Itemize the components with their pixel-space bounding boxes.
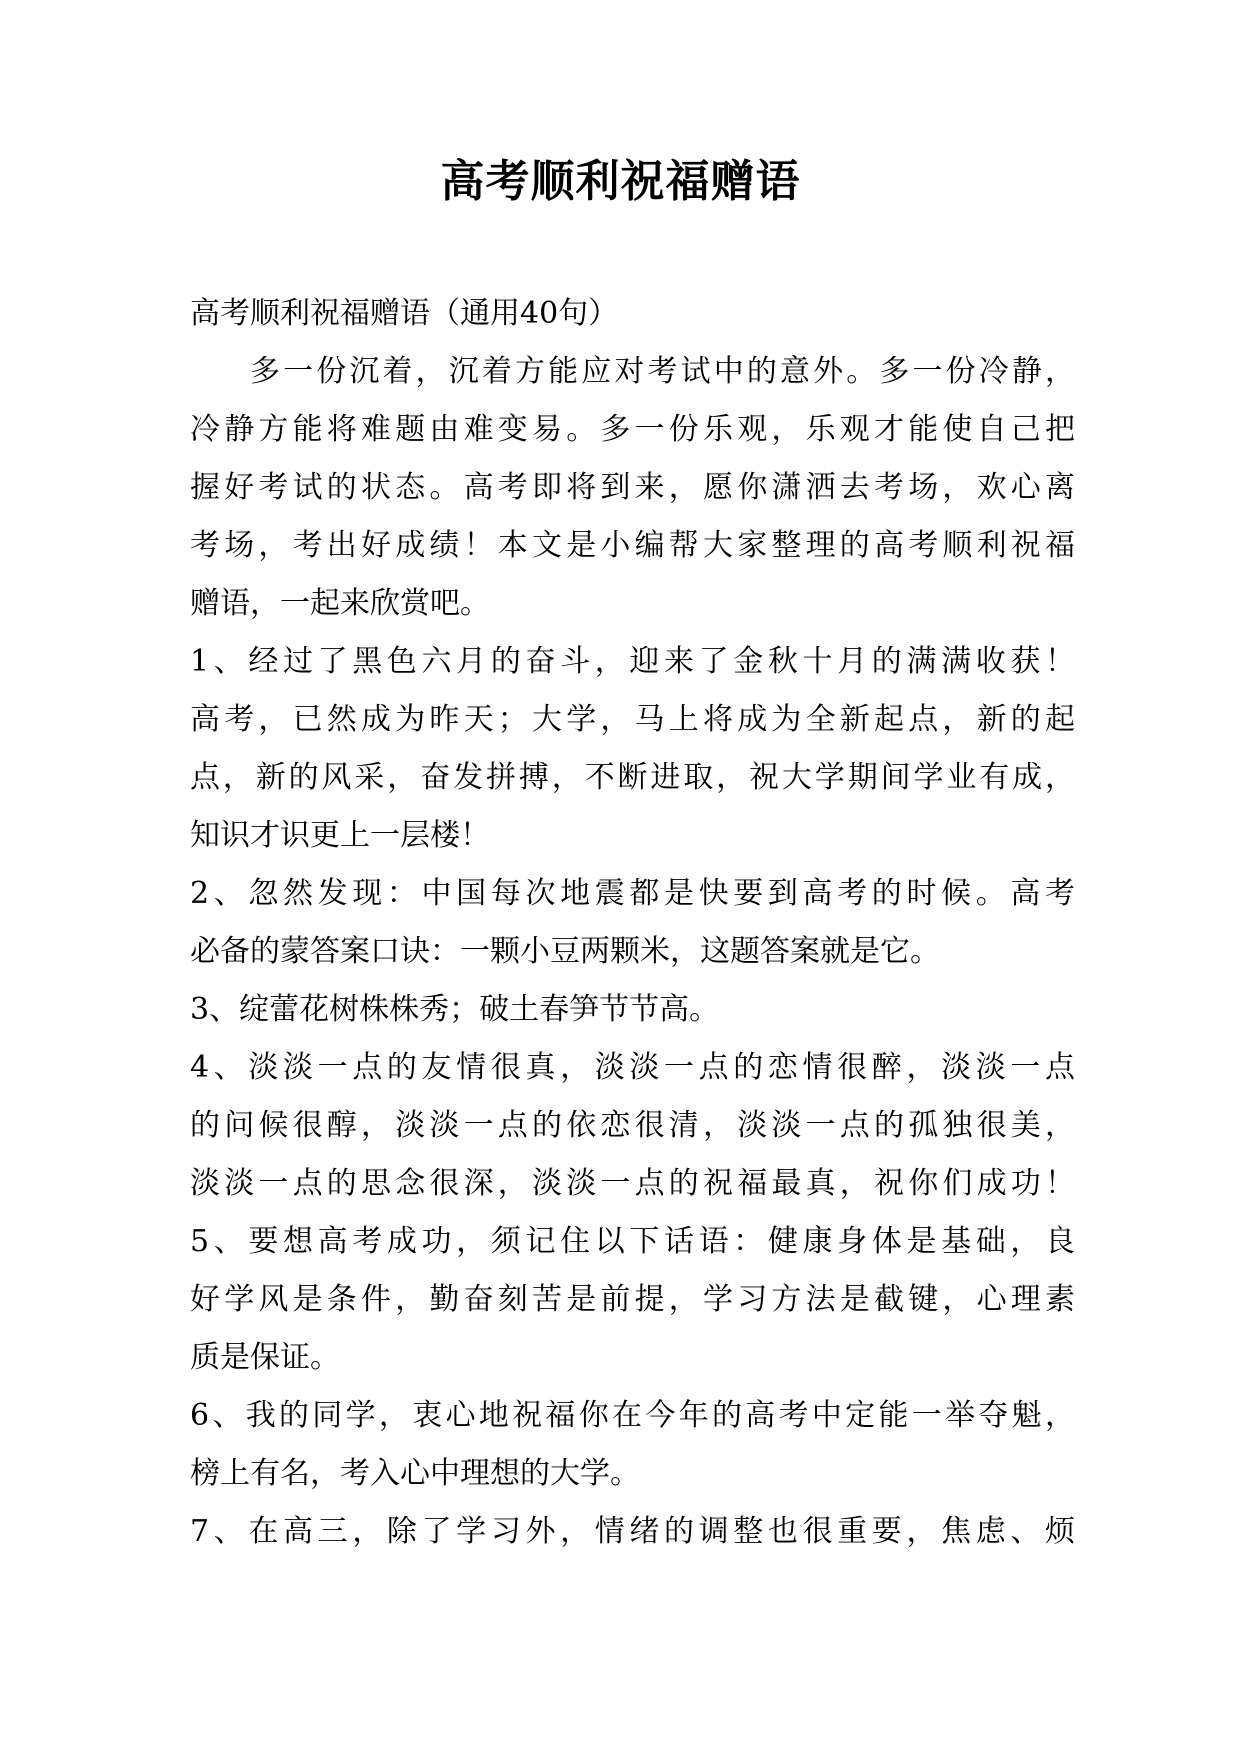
- text-line: 6、我的同学，衷心地祝福你在今年的高考中定能一举夺魁，: [190, 1398, 1075, 1433]
- text-line: 好学风是条件，勤奋刻苦是前提，学习方法是截键，心理素: [190, 1282, 1075, 1317]
- text-line: 高考，已然成为昨天；大学，马上将成为全新起点，新的起: [190, 702, 1075, 737]
- text-line: 高考顺利祝福赠语（通用40句）: [190, 296, 619, 331]
- text-line: 1、经过了黑色六月的奋斗，迎来了金秋十月的满满收获！: [190, 644, 1075, 679]
- text-line: 考场，考出好成绩！本文是小编帮大家整理的高考顺利祝福: [190, 528, 1075, 563]
- text-line: 淡淡一点的思念很深，淡淡一点的祝福最真，祝你们成功！: [190, 1166, 1075, 1201]
- text-line: 多一份沉着，沉着方能应对考试中的意外。多一份冷静，: [250, 354, 1075, 389]
- document-body: [190, 285, 1075, 1561]
- text-line: 赠语，一起来欣赏吧。: [190, 586, 490, 621]
- text-line: 点，新的风采，奋发拼搏，不断进取，祝大学期间学业有成，: [190, 760, 1075, 795]
- text-line: 质是保证。: [190, 1340, 340, 1375]
- text-line: 7、在高三，除了学习外，情绪的调整也很重要，焦虑、烦: [190, 1514, 1075, 1549]
- text-line: 榜上有名，考入心中理想的大学。: [190, 1456, 640, 1491]
- text-line: 4、淡淡一点的友情很真，淡淡一点的恋情很醉，淡淡一点: [190, 1050, 1075, 1085]
- text-line: 5、要想高考成功，须记住以下话语：健康身体是基础，良: [190, 1224, 1075, 1259]
- text-line: 握好考试的状态。高考即将到来，愿你潇洒去考场，欢心离: [190, 470, 1075, 505]
- text-line: 2、忽然发现：中国每次地震都是快要到高考的时候。高考: [190, 876, 1075, 911]
- text-line: 3、绽蕾花树株株秀；破土春笋节节高。: [190, 992, 720, 1027]
- text-line: 冷静方能将难题由难变易。多一份乐观，乐观才能使自己把: [190, 412, 1075, 447]
- text-line: 的问候很醇，淡淡一点的依恋很清，淡淡一点的孤独很美，: [190, 1108, 1075, 1143]
- text-line: 必备的蒙答案口诀：一颗小豆两颗米，这题答案就是它。: [190, 934, 940, 969]
- document-title: 高考顺利祝福赠语: [440, 156, 801, 207]
- text-line: 知识才识更上一层楼！: [190, 818, 490, 853]
